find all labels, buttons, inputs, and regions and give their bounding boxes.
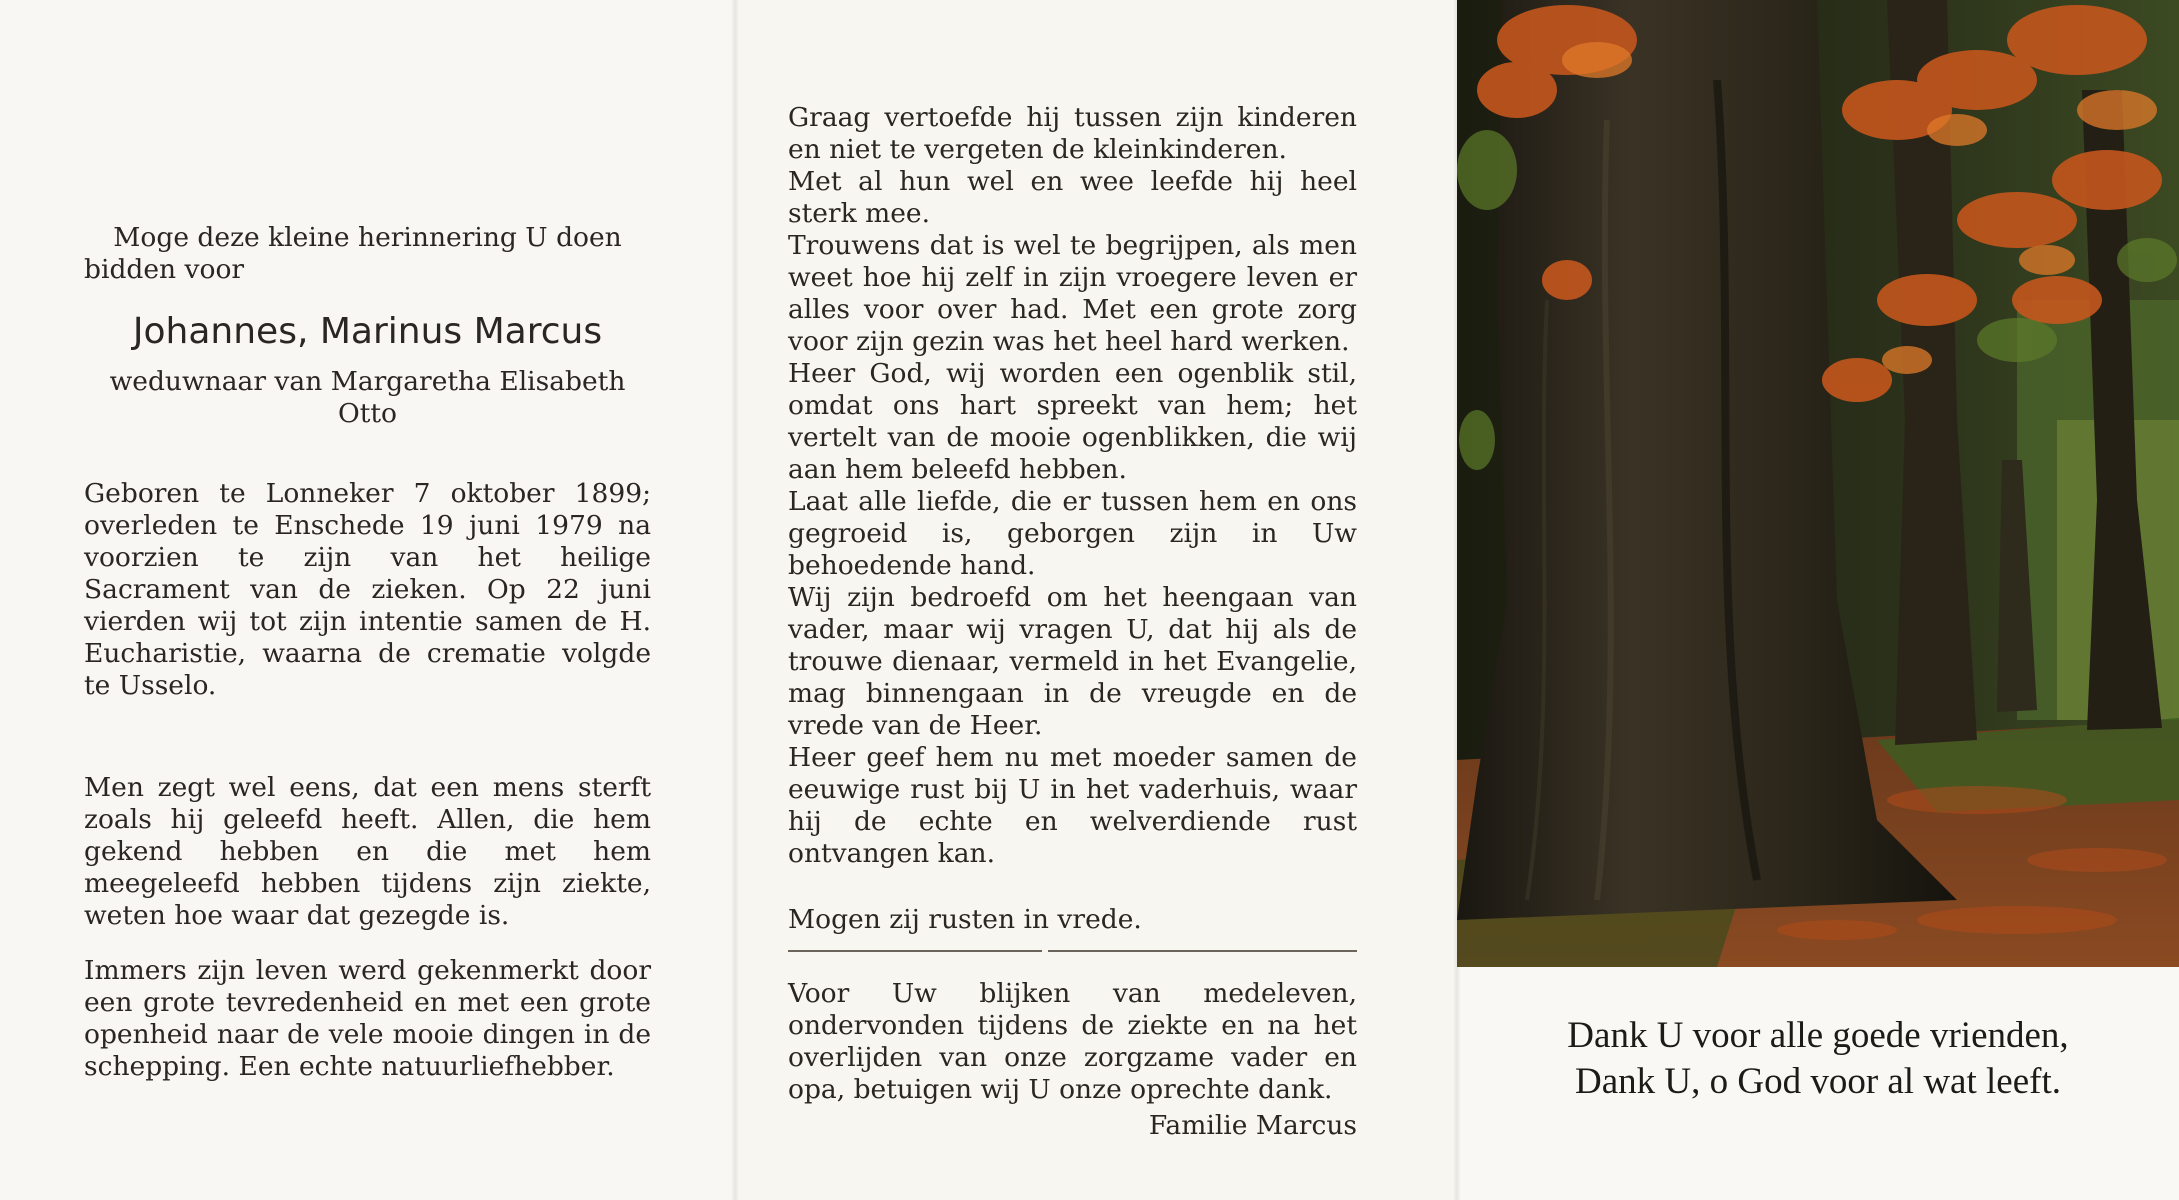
closing-prayer: Mogen zij rusten in vrede. [788,904,1142,935]
divider-line [1048,950,1357,952]
reflection-paragraph: Men zegt wel eens, dat een mens sterft zoals hij geleefd heeft. Allen, die hem gekend hebben en die met hem meegeleefd hebben tijdens zijn ziekte, weten hoe waar dat gezegde is. [84,772,651,931]
remembrance-line: Laat alle liefde, die er tussen hem en ons gegroeid is, geborgen zijn in Uw behoedende hand. [788,486,1357,581]
remembrance-line: Heer geef hem nu met moeder samen de eeuwige rust bij U in het vaderhuis, waar hij de echte en welverdiende rust ontvangen kan. [788,742,1357,869]
character-paragraph: Immers zijn leven werd gekenmerkt door een grote tevredenheid en met een grote openheid naar de vele mooie dingen in de schepping. Een echte natuurliefhebber. [84,955,651,1082]
intro-text: Moge deze kleine herinnering U doen bidden voor [84,222,622,285]
remembrance-line: Wij zijn bedroefd om het heengaan van vader, maar wij vragen U, dat hij als de trouwe dienaar, vermeld in het Evangelie, mag binnengaan in de vreugde en de vrede van de Heer. [788,582,1357,741]
remembrance-line: Met al hun wel en wee leefde hij heel sterk mee. [788,166,1357,229]
thanks-paragraph: Voor Uw blijken van medeleven, ondervonden tijdens de ziekte en na het overlijden van onze zorgzame vader en opa, betuigen wij U onze oprechte dank. [788,978,1357,1105]
card-fold-left [731,0,739,1200]
family-signature: Familie Marcus [1148,1110,1357,1141]
remembrance-line: Graag vertoefde hij tussen zijn kinderen en niet te vergeten de kleinkinderen. [788,102,1357,165]
widow-of-text: weduwnaar van Margaretha Elisabeth Otto [109,366,626,429]
caption-line: Dank U, o God voor al wat leeft. [1574,1061,2061,1102]
remembrance-text [788,102,1357,870]
remembrance-line: Trouwens dat is wel te begrijpen, als men weet hoe hij zelf in zijn vroegere leven er alles voor over had. Met een grote zorg voor zijn gezin was het heel hard werken. [788,230,1357,357]
caption-line: Dank U voor alle goede vrienden, [1567,1015,2069,1056]
photo-caption [1457,1013,2179,1105]
deceased-name: Johannes, Marinus Marcus [132,311,603,352]
remembrance-line: Heer God, wij worden een ogenblik stil, omdat ons hart spreekt van hem; het vertelt van de mooie ogenblikken, die wij aan hem beleefd hebben. [788,358,1357,485]
biography-paragraph: Geboren te Lonneker 7 oktober 1899; overleden te Enschede 19 juni 1979 na voorzien te zijn van het heilige Sacrament van de zieken. Op 22 juni vierden wij tot zijn intentie samen de H. Eucharistie, waarna de crematie volgde te Usselo. [84,478,651,701]
divider-line [788,950,1042,952]
autumn-tree-photo [1457,0,2179,967]
